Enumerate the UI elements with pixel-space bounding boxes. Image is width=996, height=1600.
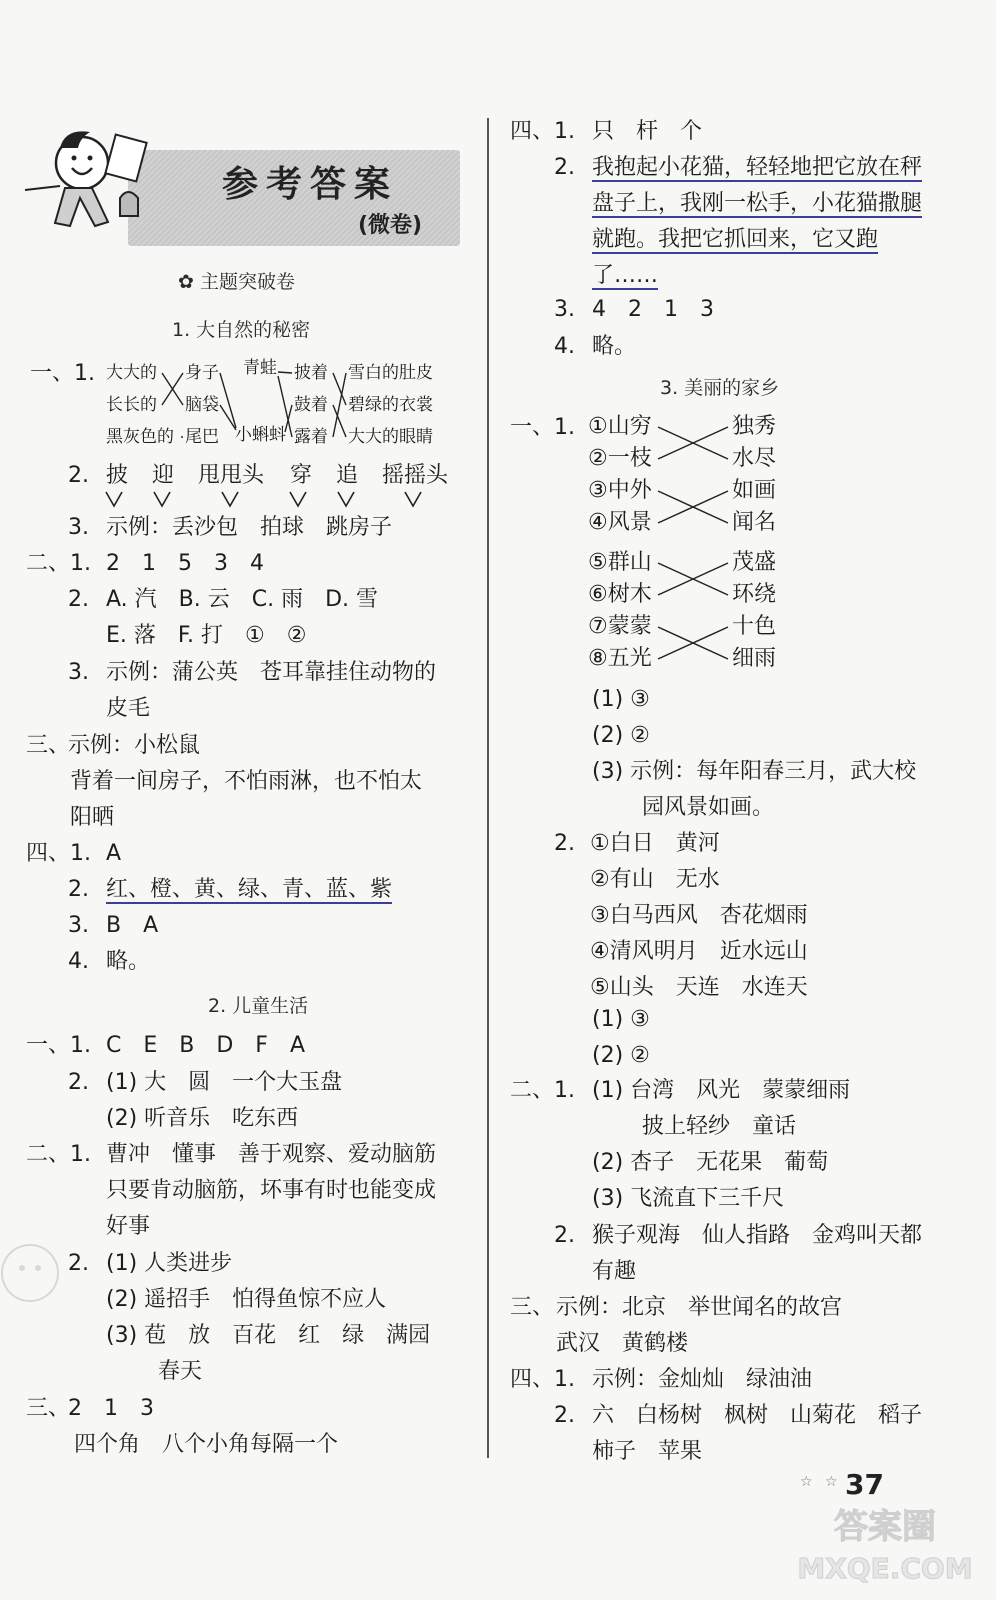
answer-text: 2 1 3	[68, 1396, 154, 1421]
answer-text-underlined: 了……	[592, 263, 659, 288]
answer-text: (2) ②	[592, 723, 650, 748]
answer-text: 略。	[592, 334, 637, 359]
match-item: 细雨	[732, 646, 777, 671]
question-label: 2.	[68, 463, 89, 488]
answer-word: 披	[106, 463, 129, 488]
answer-word: 摇摇头	[382, 463, 449, 488]
match-item: 大大的眼睛	[348, 427, 433, 447]
answer-text: (2) 杏子 无花果 葡萄	[592, 1150, 829, 1175]
match-item: 青蛙	[243, 358, 277, 378]
match-item: ①山穷	[588, 414, 652, 439]
question-label: 2.	[68, 877, 89, 902]
answer-text: 园风景如画。	[642, 795, 775, 820]
match-item: ⑤群山	[588, 550, 652, 575]
answer-text: (1) ③	[592, 687, 650, 712]
answer-text: C E B D F A	[106, 1033, 305, 1058]
paw-icon: ✿	[178, 271, 200, 293]
answer-text: 武汉 黄鹤楼	[556, 1331, 689, 1356]
match-item: 鼓着	[294, 395, 328, 415]
question-label: 二、1.	[26, 551, 91, 576]
question-label: 2.	[554, 1223, 575, 1248]
answer-text: 披上轻纱 童话	[642, 1114, 797, 1139]
question-label: 4.	[554, 334, 575, 359]
match-item: 长长的	[106, 395, 157, 415]
answer-text: 示例：金灿灿 绿油油	[592, 1367, 813, 1392]
answer-text: ①白日 黄河	[590, 831, 720, 856]
svg-text:MXQE.COM: MXQE.COM	[797, 1552, 973, 1585]
answer-text: 4 2 1 3	[592, 297, 714, 322]
question-label: 3.	[68, 515, 89, 540]
unit3-title: 3. 美丽的家乡	[660, 377, 780, 399]
match-item: 脑袋	[185, 395, 219, 415]
answer-text: (1) ③	[592, 1007, 650, 1032]
match-item: 身子	[185, 363, 219, 383]
unit2-title: 2. 儿童生活	[208, 995, 309, 1017]
match-item: ④风景	[588, 510, 652, 535]
question-label: 2.	[68, 587, 89, 612]
answer-text: ④清风明月 近水远山	[590, 939, 808, 964]
match-item: 大大的	[106, 363, 157, 383]
answer-word: 穿	[290, 463, 313, 488]
question-label: 3.	[68, 660, 89, 685]
answer-text: B A	[106, 913, 159, 938]
answer-text: (1) 人类进步	[106, 1251, 233, 1276]
answer-text: 曹冲 懂事 善于观察、爱动脑筋	[106, 1142, 437, 1167]
question-label: 四、1.	[510, 119, 575, 144]
answer-text-underlined: 我抱起小花猫，轻轻地把它放在秤	[592, 155, 923, 180]
answer-text: E. 落 F. 打 ① ②	[106, 623, 307, 648]
question-label: 三、	[26, 733, 71, 758]
match-item: 黑灰色的	[106, 427, 174, 447]
match-item: ③中外	[588, 478, 652, 503]
question-label: 3.	[554, 297, 575, 322]
answer-text-underlined: 盘子上，我刚一松手，小花猫撒腿	[592, 191, 923, 216]
question-label: 4.	[68, 949, 89, 974]
answer-text: (3) 飞流直下三千尺	[592, 1186, 785, 1211]
match-item: 尾巴	[185, 427, 219, 447]
answer-text: ②有山 无水	[590, 867, 720, 892]
answer-text: (3) 苞 放 百花 红 绿 满园	[106, 1323, 431, 1348]
answer-text: 阳晒	[70, 805, 115, 830]
answer-text: 只 杆 个	[592, 119, 703, 144]
answer-text: 2 1 5 3 4	[106, 551, 264, 576]
question-label: 一、1.	[26, 1033, 91, 1058]
answer-text: ③白马西风 杏花烟雨	[590, 903, 808, 928]
question-label: 二、1.	[26, 1142, 91, 1167]
faint-mascot-illustration	[0, 1228, 90, 1318]
question-label: 一、1.	[30, 361, 95, 386]
answer-text: (2) 听音乐 吃东西	[106, 1106, 299, 1131]
question-label: 一、1.	[510, 415, 575, 440]
answer-text: 背着一间房子，不怕雨淋，也不怕太	[70, 769, 423, 794]
answer-text: (1) 大 圆 一个大玉盘	[106, 1070, 343, 1095]
answer-text: (2) ②	[592, 1043, 650, 1068]
star-decoration: ☆ ☆	[800, 1474, 842, 1490]
question-label: 三、	[26, 1396, 71, 1421]
question-label: 2.	[68, 1070, 89, 1095]
match-item: 十色	[732, 614, 777, 639]
answer-text: 示例：小松鼠	[68, 733, 201, 758]
match-item: 露着	[294, 427, 328, 447]
matching-lines	[0, 0, 990, 680]
answer-text: A	[106, 841, 122, 866]
page-number: 37	[845, 1468, 884, 1501]
answer-text: 示例：蒲公英 苍耳靠挂住动物的	[106, 660, 437, 685]
watermark-logo	[790, 1498, 980, 1590]
answer-text: (1) 台湾 风光 蒙蒙细雨	[592, 1078, 851, 1103]
answer-text-underlined: 红、橙、黄、绿、青、蓝、紫	[106, 877, 393, 902]
answer-text: 示例：丢沙包 拍球 跳房子	[106, 515, 393, 540]
answer-text-underlined: 就跑。我把它抓回来，它又跑	[592, 227, 879, 252]
match-item: 独秀	[732, 414, 777, 439]
match-item: 如画	[732, 478, 777, 503]
answer-word: 迎	[152, 463, 175, 488]
banner-title: 参考答案	[222, 164, 399, 205]
question-label: 2.	[554, 155, 575, 180]
match-item: 小蝌蚪	[235, 425, 286, 445]
question-label: 2.	[68, 1251, 89, 1276]
question-label: 2.	[554, 1403, 575, 1428]
answer-text: ⑤山头 天连 水连天	[590, 975, 808, 1000]
answer-word: 甩甩头	[198, 463, 265, 488]
match-item: 碧绿的衣裳	[348, 395, 433, 415]
answer-text: 春天	[158, 1359, 203, 1384]
answer-text: 有趣	[592, 1259, 637, 1284]
question-label: 四、1.	[510, 1367, 575, 1392]
answer-text: (3) 示例：每年阳春三月，武大校	[592, 759, 917, 784]
match-item: ⑧五光	[588, 646, 652, 671]
question-label: 四、1.	[26, 841, 91, 866]
match-item: 闻名	[732, 510, 777, 535]
question-label: 三、	[510, 1295, 555, 1320]
answer-text: 只要肯动脑筋，坏事有时也能变成	[106, 1178, 437, 1203]
answer-text: 略。	[106, 949, 151, 974]
section-header: ✿ 主题突破卷	[178, 271, 295, 293]
answer-text: A. 汽 B. 云 C. 雨 D. 雪	[106, 587, 379, 612]
answer-text: (2) 遥招手 怕得鱼惊不应人	[106, 1287, 387, 1312]
unit1-title: 1. 大自然的秘密	[172, 319, 311, 341]
question-label: 二、1.	[510, 1078, 575, 1103]
banner-subtitle: (微卷)	[358, 213, 423, 238]
answer-text: 六 白杨树 枫树 山菊花 稻子	[592, 1403, 923, 1428]
svg-text:答案圈: 答案圈	[834, 1507, 936, 1547]
match-item: 水尽	[732, 446, 777, 471]
answer-text: 皮毛	[106, 696, 151, 721]
match-item: 雪白的肚皮	[348, 363, 433, 383]
question-label: 3.	[68, 913, 89, 938]
answer-text: 好事	[106, 1214, 151, 1239]
match-item: 披着	[294, 363, 328, 383]
match-item: 环绕	[732, 582, 777, 607]
answer-text: 示例：北京 举世闻名的故宫	[556, 1295, 843, 1320]
match-item: ⑦蒙蒙	[588, 614, 652, 639]
match-item: ⑥树木	[588, 582, 652, 607]
question-label: 2.	[554, 831, 575, 856]
match-item: 茂盛	[732, 550, 777, 575]
answer-text: 四个角 八个小角每隔一个	[74, 1432, 339, 1457]
answer-text: 猴子观海 仙人指路 金鸡叫天都	[592, 1223, 923, 1248]
match-item: ②一枝	[588, 446, 652, 471]
answer-text: 柿子 苹果	[592, 1439, 703, 1464]
answer-word: 追	[336, 463, 359, 488]
